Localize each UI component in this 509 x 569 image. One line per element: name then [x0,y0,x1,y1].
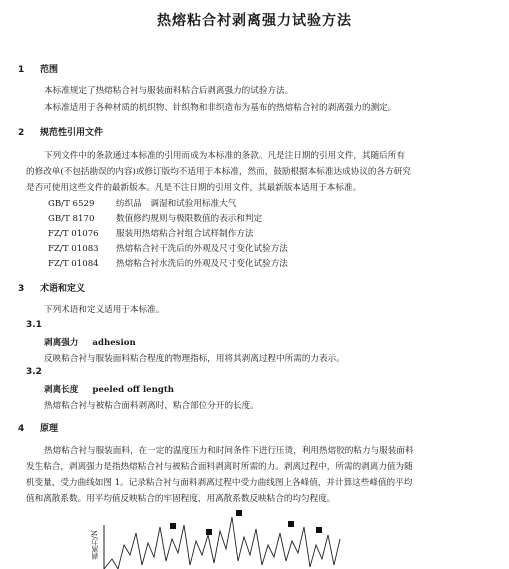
reference-code: GB/T 6529 [48,199,95,209]
term-number: 3.1 [26,320,42,330]
reference-code: FZ/T 01083 [48,244,99,254]
term-name [44,336,136,348]
reference-title: 纺织品 调湿和试验用标准大气 [116,199,237,209]
term-definition: 反映粘合衬与服装面料粘合程度的物理指标，用将其剥离过程中所需的力表示。 [44,354,345,364]
term-number: 3.2 [26,367,42,377]
scope-paragraph-1: 本标准规定了热熔粘合衬与服装面料粘合后剥离强力的试验方法。 [44,86,294,96]
section-title: 范围 [40,65,59,75]
term-en: peeled off length [92,385,175,395]
principle-line-1: 热熔粘合衬与服装面料，在一定的温度压力和时间条件下进行压烫，利用热熔胶的粘力与服装面料 [44,446,414,456]
principle-line-2: 发生粘合，剥离强力是指热熔粘合衬与被粘合面料剥离时所需的力。剥离过程中，所需的剥离力值为随 [26,462,413,472]
scope-paragraph-2: 本标准适用于各种材质的机织物、针织物和非织造布为基布的热熔粘合衬的剥离强力的测定。 [44,103,397,113]
section-3-heading [18,281,85,294]
principle-line-3: 机变量，受力曲线如图 1。记录粘合衬与面料剥离过程中受力曲线图上各峰值，并计算这些峰值的平均 [26,478,413,488]
section-number: 2 [18,128,25,138]
term-zh: 剥离强力 [44,338,79,348]
section-4-heading [18,421,58,434]
reference-item [48,227,254,239]
section-2-heading [18,125,103,138]
peak-marker [288,521,294,527]
peak-marker [236,510,242,516]
reference-title: 热熔粘合衬水洗后的外观及尺寸变化试验方法 [116,259,288,269]
reference-item [48,197,236,209]
reference-item [48,257,288,269]
term-en: adhesion [92,338,136,348]
reference-title: 服装用热熔粘合衬组合试样制作方法 [116,229,254,239]
reference-item [48,242,288,254]
term-zh: 剥离长度 [44,385,79,395]
reference-title: 数值修约规则与极限数值的表示和判定 [116,214,263,224]
reference-code: FZ/T 01084 [48,259,99,269]
reference-item [48,212,262,224]
principle-line-4: 值和离散系数。用平均值反映粘合的牢固程度，用离散系数反映粘合的均匀程度。 [26,494,336,504]
reference-code: FZ/T 01076 [48,229,99,239]
references-line-3: 是否可使用这些文件的最新版本。凡是不注日期的引用文件，其最新版本适用于本标准。 [26,183,362,193]
term-definition: 热熔粘合衬与被粘合面料剥离时，粘合部位分开的长度。 [44,401,259,411]
peak-marker [206,529,212,535]
terms-intro: 下列术语和定义适用于本标准。 [44,305,165,315]
section-number: 4 [18,424,25,434]
reference-code: GB/T 8170 [48,214,95,224]
section-title: 原理 [40,424,59,434]
term-name [44,383,174,395]
references-line-2: 的修改单(不包括勘误的内容)或修订版均不适用于本标准，然而，鼓励根据本标准达成协议的各方研究 [26,167,411,177]
peak-marker [170,523,176,529]
section-title: 术语和定义 [40,284,86,294]
section-number: 1 [18,65,25,75]
section-title: 规范性引用文件 [40,128,104,138]
force-curve [104,517,340,569]
peak-marker [316,527,322,533]
reference-title: 热熔粘合衬干洗后的外观及尺寸变化试验方法 [116,244,288,254]
section-1-heading [18,62,58,75]
figure-y-axis-label: 剥离力/N [91,530,99,560]
section-number: 3 [18,284,25,294]
document-title: 热熔粘合衬剥离强力试验方法 [157,13,352,29]
references-line-1: 下列文件中的条款通过本标准的引用而成为本标准的条款。凡是注日期的引用文件，其随后所有 [44,151,405,161]
peel-force-curve-figure [90,505,390,569]
